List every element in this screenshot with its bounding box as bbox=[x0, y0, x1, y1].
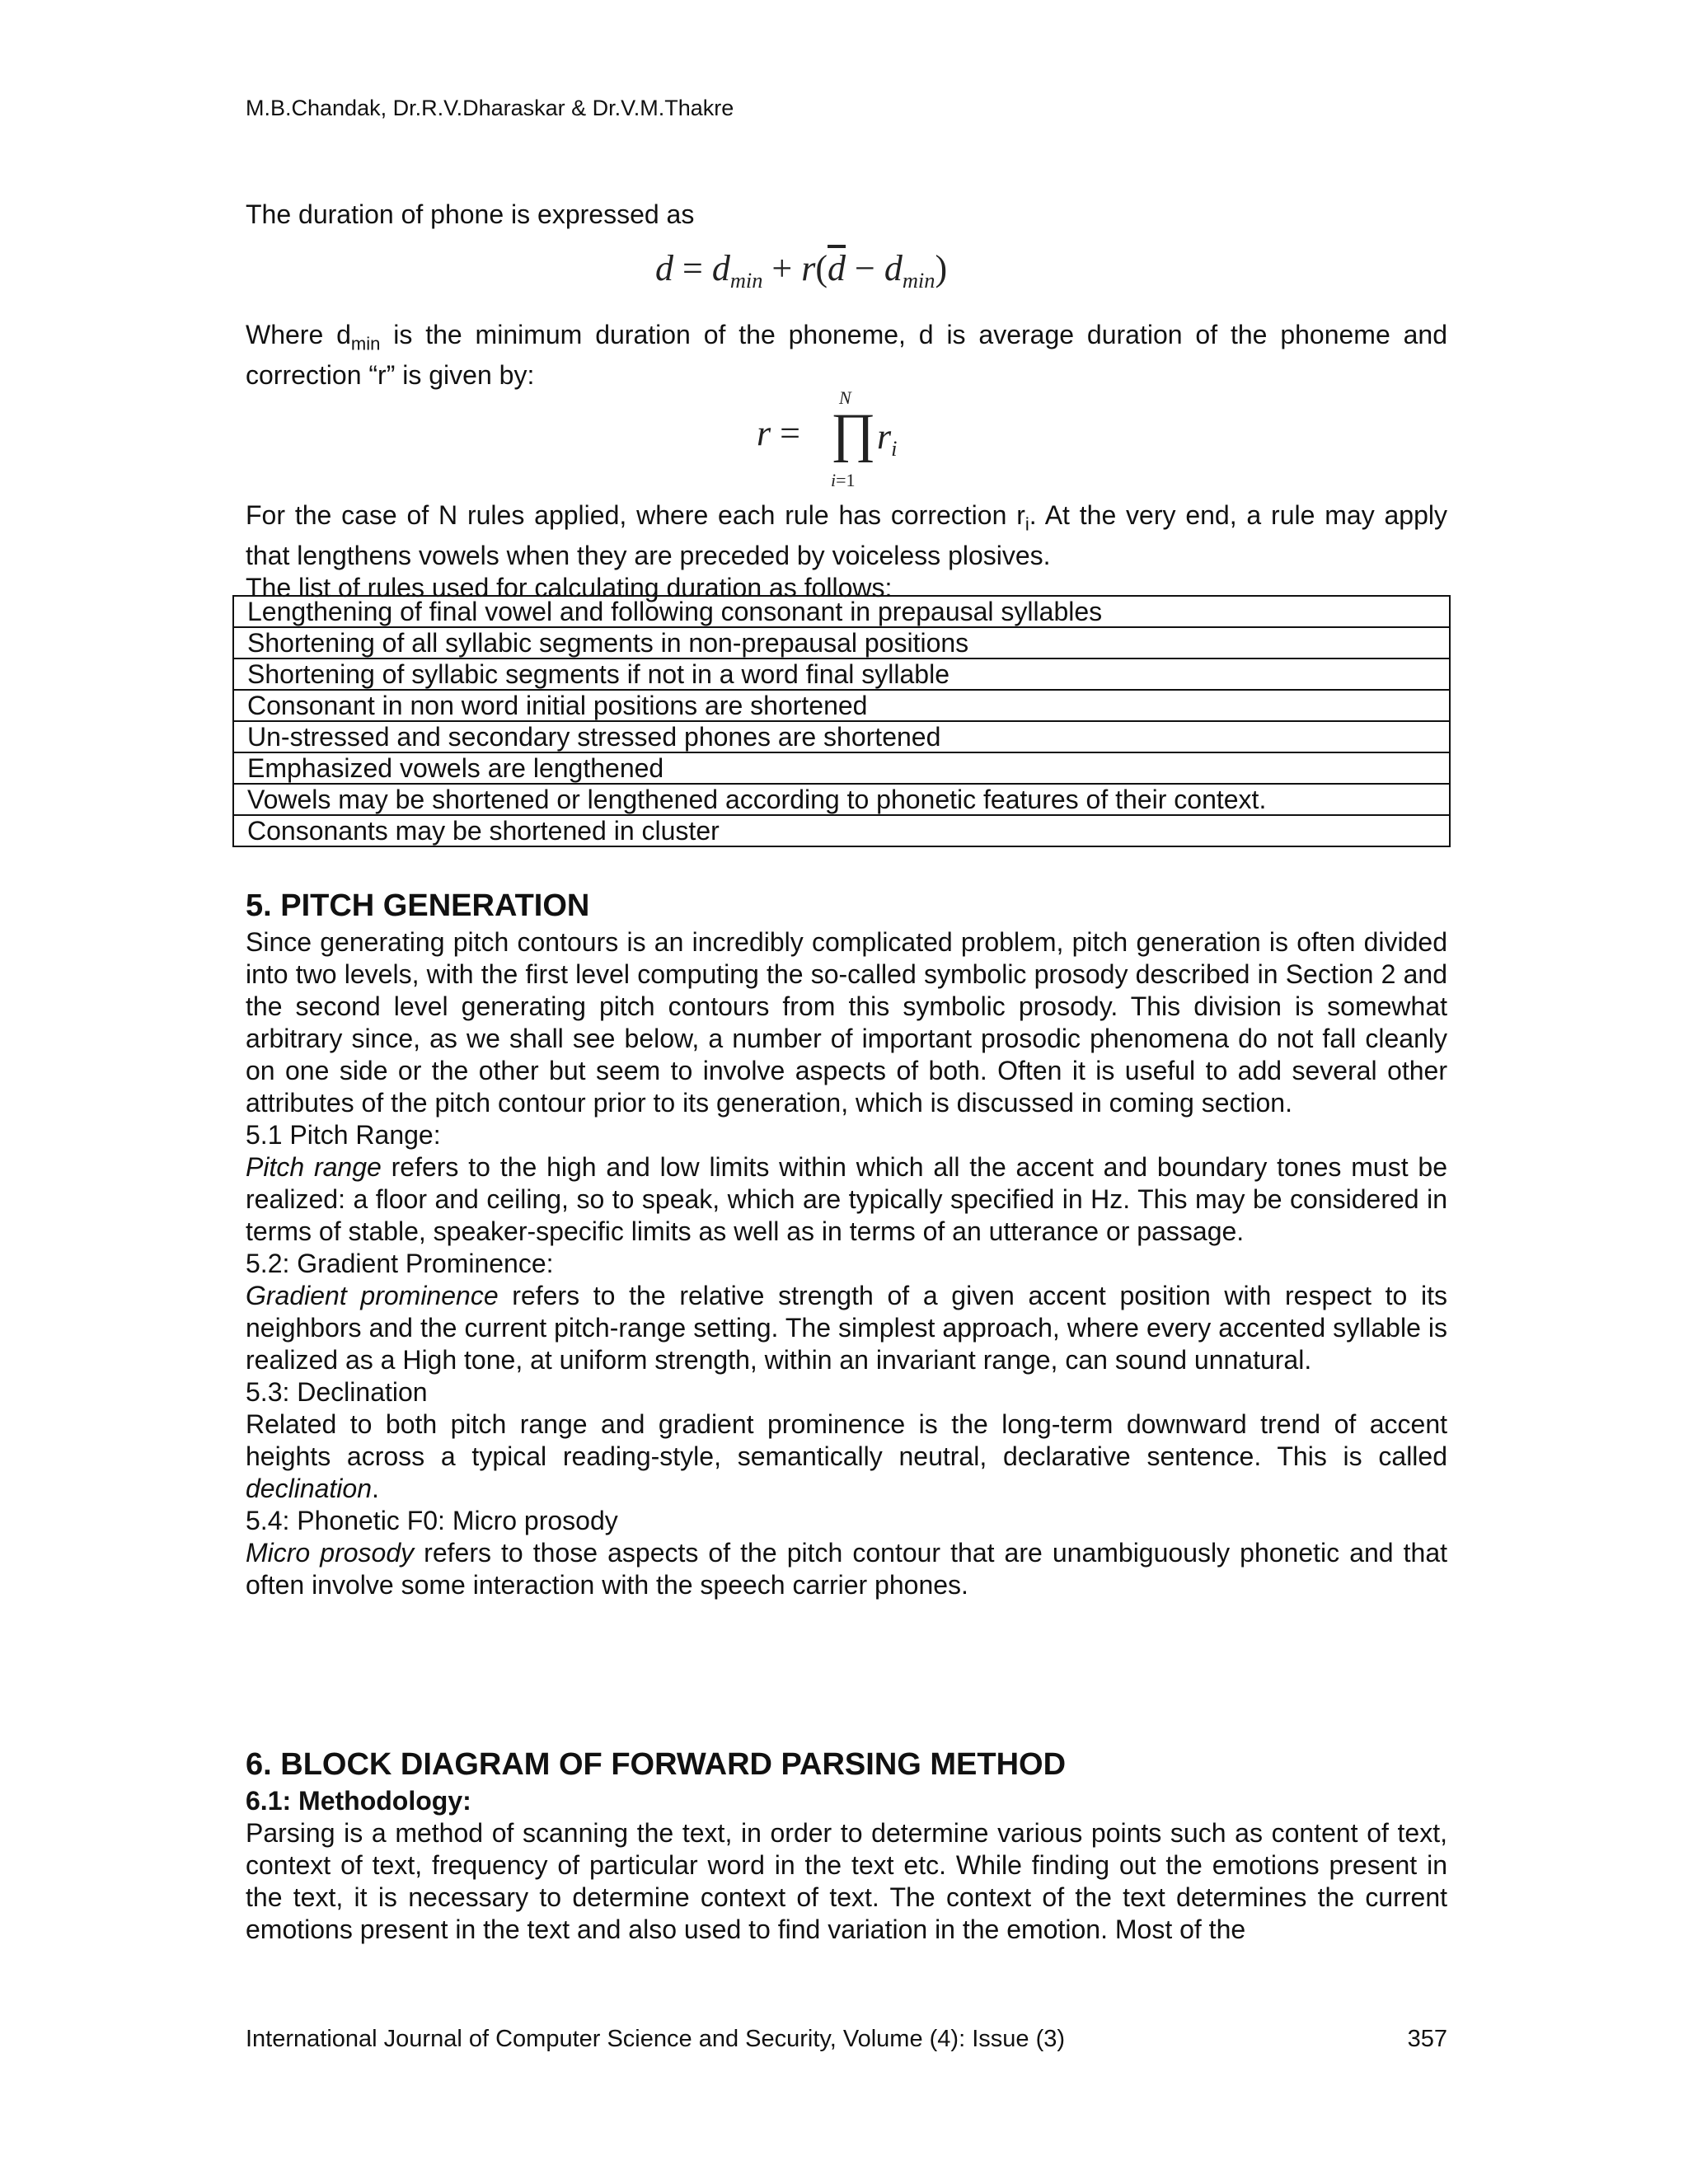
rule-cell: Lengthening of final vowel and following consonant in prepausal syllables bbox=[233, 596, 1450, 627]
section-6-body bbox=[246, 1785, 1447, 1946]
rule-cell: Consonants may be shortened in cluster bbox=[233, 815, 1450, 846]
subsection-5-3-heading: 5.3: Declination bbox=[246, 1377, 428, 1407]
subsection-5-2-text: Gradient prominence refers to the relative strength of a given accent position with respect to its neighbors and the current pitch-range setting. The simplest approach, where every accented syllable is realized as a High tone, at uniform strength, within an invariant range, can sound unnatural. bbox=[246, 1281, 1448, 1375]
table-row bbox=[233, 784, 1450, 815]
rule-cell: Vowels may be shortened or lengthened according to phonetic features of their context. bbox=[233, 784, 1450, 815]
table-row bbox=[233, 690, 1450, 721]
rule-cell: Shortening of syllabic segments if not in a word final syllable bbox=[233, 658, 1450, 690]
running-header: M.B.Chandak, Dr.R.V.Dharaskar & Dr.V.M.Thakre bbox=[246, 96, 734, 120]
rules-paragraph: For the case of N rules applied, where each rule has correction $r_i$. At the very end, a rule may apply that lengthens vowels when they are preceded by voiceless plosives. The list of rules used for calculating duration as follows: bbox=[246, 500, 1448, 603]
rule-cell: Un-stressed and secondary stressed phones are shortened bbox=[233, 721, 1450, 752]
where-paragraph: Where $d_{min}$ is the minimum duration of the phoneme, d is average duration of the phoneme and correction “r” is given by: bbox=[246, 320, 1448, 391]
subsection-5-1-text: Pitch range refers to the high and low limits within which all the accent and boundary tones must be realized: a floor and ceiling, so to speak, which are typically specified in Hz. This may be considered in terms of stable, speaker-specific limits as well as in terms of an utterance or passage. bbox=[246, 1152, 1448, 1246]
page-number: 357 bbox=[1407, 2026, 1447, 2052]
duration-rules-table bbox=[232, 595, 1451, 847]
equation-correction-product: N r = ∏ $r_i$ i=1 bbox=[757, 387, 898, 490]
rule-cell: Emphasized vowels are lengthened bbox=[233, 752, 1450, 784]
table-row bbox=[233, 658, 1450, 690]
subsection-5-3-text: Related to both pitch range and gradient prominence is the long-term downward trend of accent heights across a typical reading-style, semantically neutral, declarative sentence. This is called declination. bbox=[246, 1409, 1447, 1503]
subsection-5-1-heading: 5.1 Pitch Range: bbox=[246, 1120, 441, 1150]
equation-duration: $d = d_{min} + r(\overline{d} - d_{min})$ bbox=[655, 248, 948, 293]
rule-cell: Shortening of all syllabic segments in non-prepausal positions bbox=[233, 627, 1450, 658]
subsection-5-4-text: Micro prosody refers to those aspects of the pitch contour that are unambiguously phonetic and that often involve some interaction with the speech carrier phones. bbox=[246, 1538, 1448, 1600]
section-5-title: 5. PITCH GENERATION bbox=[246, 888, 590, 923]
subsection-5-2-heading: 5.2: Gradient Prominence: bbox=[246, 1249, 554, 1278]
page-footer bbox=[246, 2026, 1447, 2053]
section-5-body bbox=[246, 926, 1447, 1601]
subsection-6-1-text: Parsing is a method of scanning the text, in order to determine various points such as content of text, context of text, frequency of particular word in the text etc. While finding out the emotions present in the text, it is necessary to determine context of text. The context of the text determines the current emotions present in the text and also used to find variation in the emotion. Most of the bbox=[246, 1818, 1447, 1944]
table-row bbox=[233, 596, 1450, 627]
table-row bbox=[233, 627, 1450, 658]
table-row bbox=[233, 752, 1450, 784]
subsection-5-4-heading: 5.4: Phonetic F0: Micro prosody bbox=[246, 1506, 618, 1535]
subsection-6-1-heading: 6.1: Methodology: bbox=[246, 1786, 471, 1816]
table-row bbox=[233, 721, 1450, 752]
section-6-title: 6. BLOCK DIAGRAM OF FORWARD PARSING METHOD bbox=[246, 1747, 1067, 1782]
table-row bbox=[233, 815, 1450, 846]
journal-citation: International Journal of Computer Science and Security, Volume (4): Issue (3) bbox=[246, 2026, 1066, 2052]
duration-intro: The duration of phone is expressed as bbox=[246, 199, 695, 229]
section-5-intro: Since generating pitch contours is an incredibly complicated problem, pitch generation is often divided into two levels, with the first level computing the so-called symbolic prosody described in Section 2 and the second level generating pitch contours from this symbolic prosody. This division is somewhat arbitrary since, as we shall see below, a number of important prosodic phenomena do not fall cleanly on one side or the other but seem to involve aspects of both. Often it is useful to add several other attributes of the pitch contour prior to its generation, which is discussed in coming section. bbox=[246, 927, 1447, 1118]
rule-cell: Consonant in non word initial positions are shortened bbox=[233, 690, 1450, 721]
